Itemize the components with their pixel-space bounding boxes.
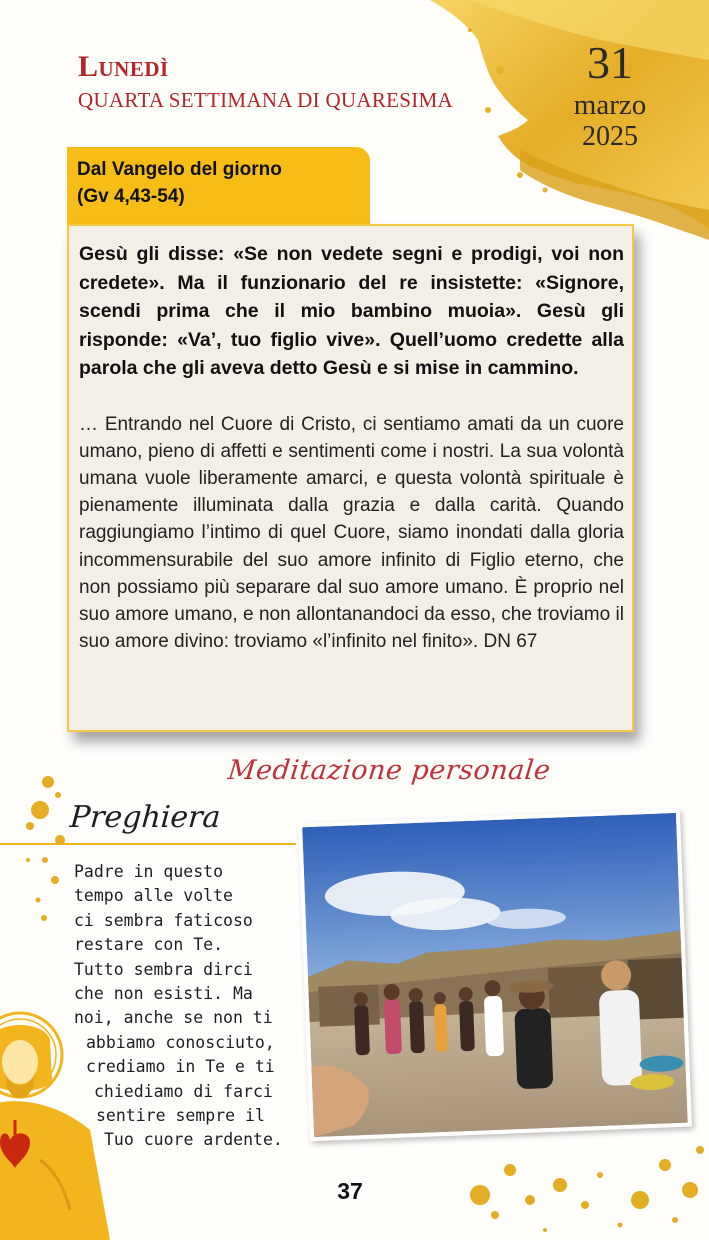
date-day: 31 <box>587 37 633 88</box>
gospel-box <box>67 224 634 732</box>
prayer-text <box>74 860 314 1153</box>
prayer-line: noi, anche se non ti <box>74 1008 273 1028</box>
prayer-line: che non esisti. Ma <box>74 984 253 1004</box>
gospel-reflection: … Entrando nel Cuore di Cristo, ci sentiamo amati da un cuore umano, pieno di affetti e sentimenti come i nostri. La sua volontà umana vuole liberamente amarci, e questa volontà spirituale è pienamente illuminata dalla grazia e dalla carità. Quando raggiungiamo l’intimo di quel Cuore, siamo inondati dalla gloria incommensurabile del suo amore infinito di Figlio eterno, che non possiamo più separare dal suo amore umano. È proprio nel suo amore umano, e non allontanandoci da esso, che troviamo il suo amore divino: troviamo «l’infinito nel finito». DN 67 <box>79 413 624 653</box>
day-name: Lunedì <box>78 50 169 83</box>
date-month: marzo <box>573 89 647 121</box>
gospel-tab <box>67 147 370 225</box>
liturgical-week: QUARTA SETTIMANA DI QUARESIMA <box>78 88 454 112</box>
prayer-line: restare con Te. <box>74 935 224 955</box>
prayer-line: Padre in questo <box>74 862 224 881</box>
sacred-heart-illustration <box>0 1010 110 1240</box>
date-year: 2025 <box>582 121 638 152</box>
meditation-title: Meditazione personale <box>226 755 553 786</box>
gospel-reference: (Gv 4,43-54) <box>77 186 185 207</box>
prayer-line: crediamo in Te e ti <box>86 1057 275 1077</box>
gospel-tab-title: Dal Vangelo del giorno <box>77 159 282 180</box>
mission-photo <box>298 809 692 1141</box>
mission-photo-image <box>302 813 688 1137</box>
page-number: 37 <box>337 1178 363 1204</box>
prayer-divider <box>0 843 296 845</box>
prayer-line: ci sembra faticoso <box>74 910 253 930</box>
prayer-line: sentire sempre il <box>96 1106 265 1126</box>
gospel-quote: Gesù gli disse: «Se non vedete segni e prodigi, voi non credete». Ma il funzionario del re insistette: «Signore, scendi prima che il mio bambino muoia». Gesù gli risponde: «Va’, tuo figlio vive». Quell’uomo credette alla parola che gli aveva detto Gesù e si mise in cammino. <box>79 243 624 379</box>
prayer-line: abbiamo conosciuto, <box>86 1032 275 1052</box>
prayer-line: chiediamo di farci <box>94 1081 273 1101</box>
prayer-line: Tutto sembra dirci <box>74 959 253 979</box>
prayer-line: tempo alle volte <box>74 886 233 906</box>
prayer-title: Preghiera <box>68 800 222 835</box>
prayer-line: Tuo cuore ardente. <box>104 1130 283 1150</box>
